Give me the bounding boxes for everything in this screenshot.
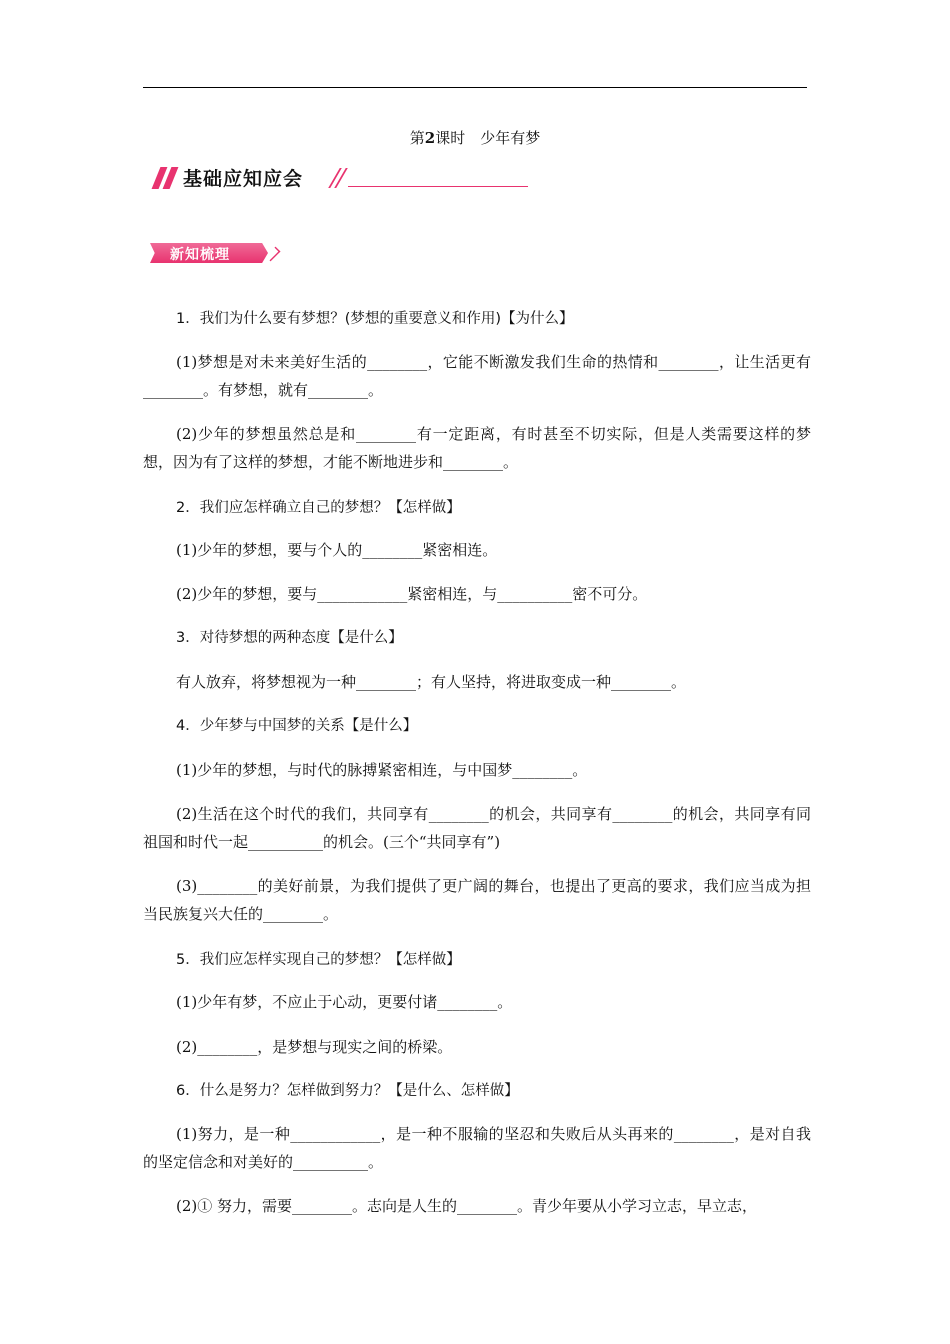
question-heading: 4．少年梦与中国梦的关系【是什么】	[176, 718, 418, 734]
question-heading: 3．对待梦想的两种态度【是什么】	[176, 630, 403, 646]
title-prefix: 第	[409, 129, 425, 147]
section-banner	[150, 164, 550, 194]
paragraph: (2)少年的梦想，要与____________紧密相连，与__________密不可分。	[176, 585, 648, 603]
title-rest: 课时 少年有梦	[435, 129, 541, 147]
paragraph: (1)少年有梦，不应止于心动，更要付诸________。	[176, 993, 513, 1011]
paragraph: (1)少年的梦想，与时代的脉搏紧密相连，与中国梦________。	[176, 761, 588, 779]
tag-label: 新知梳理	[170, 247, 230, 263]
banner-thin-slash-icon	[334, 168, 348, 188]
chevron-right-icon	[266, 247, 281, 262]
question-heading: 1．我们为什么要有梦想？(梦想的重要意义和作用)【为什么】	[176, 311, 574, 327]
paragraph: (1)梦想是对未来美好生活的________，它能不断激发我们生命的热情和________，让生活更有________。有梦想，就有________。	[143, 353, 811, 399]
paragraph: (2)生活在这个时代的我们，共同享有________的机会，共同享有________的机会，共同享有同祖国和时代一起__________的机会。(三个“共同享有”)	[143, 805, 811, 851]
banner-underline	[348, 186, 528, 187]
paragraph: (1)少年的梦想，要与个人的________紧密相连。	[176, 541, 498, 559]
header-rule	[143, 87, 807, 88]
paragraph: (2)① 努力，需要________。志向是人生的________。青少年要从小学习立志，早立志，	[176, 1197, 758, 1215]
page-title	[0, 127, 950, 148]
section-heading: 基础应知应会	[183, 168, 304, 190]
question-heading: 5．我们应怎样实现自己的梦想？【怎样做】	[176, 952, 461, 968]
question-heading: 2．我们应怎样确立自己的梦想？【怎样做】	[176, 500, 461, 516]
paragraph: (2)少年的梦想虽然总是和________有一定距离，有时甚至不切实际，但是人类需要这样的梦想，因为有了这样的梦想，才能不断地进步和________。	[143, 425, 811, 471]
paragraph: (2)________，是梦想与现实之间的桥梁。	[176, 1038, 453, 1056]
paragraph: 有人放弃，将梦想视为一种________；有人坚持，将进取变成一种________。	[176, 673, 687, 691]
paragraph: (3)________的美好前景，为我们提供了更广阔的舞台，也提出了更高的要求，我们应当成为担当民族复兴大任的________。	[143, 877, 811, 923]
section-tag	[150, 243, 280, 265]
paragraph: (1)努力，是一种____________，是一种不服输的坚忍和失败后从头再来的________，是对自我的坚定信念和对美好的__________。	[143, 1125, 811, 1171]
question-heading: 6．什么是努力？怎样做到努力？【是什么、怎样做】	[176, 1083, 519, 1099]
title-number: 2	[424, 129, 436, 147]
